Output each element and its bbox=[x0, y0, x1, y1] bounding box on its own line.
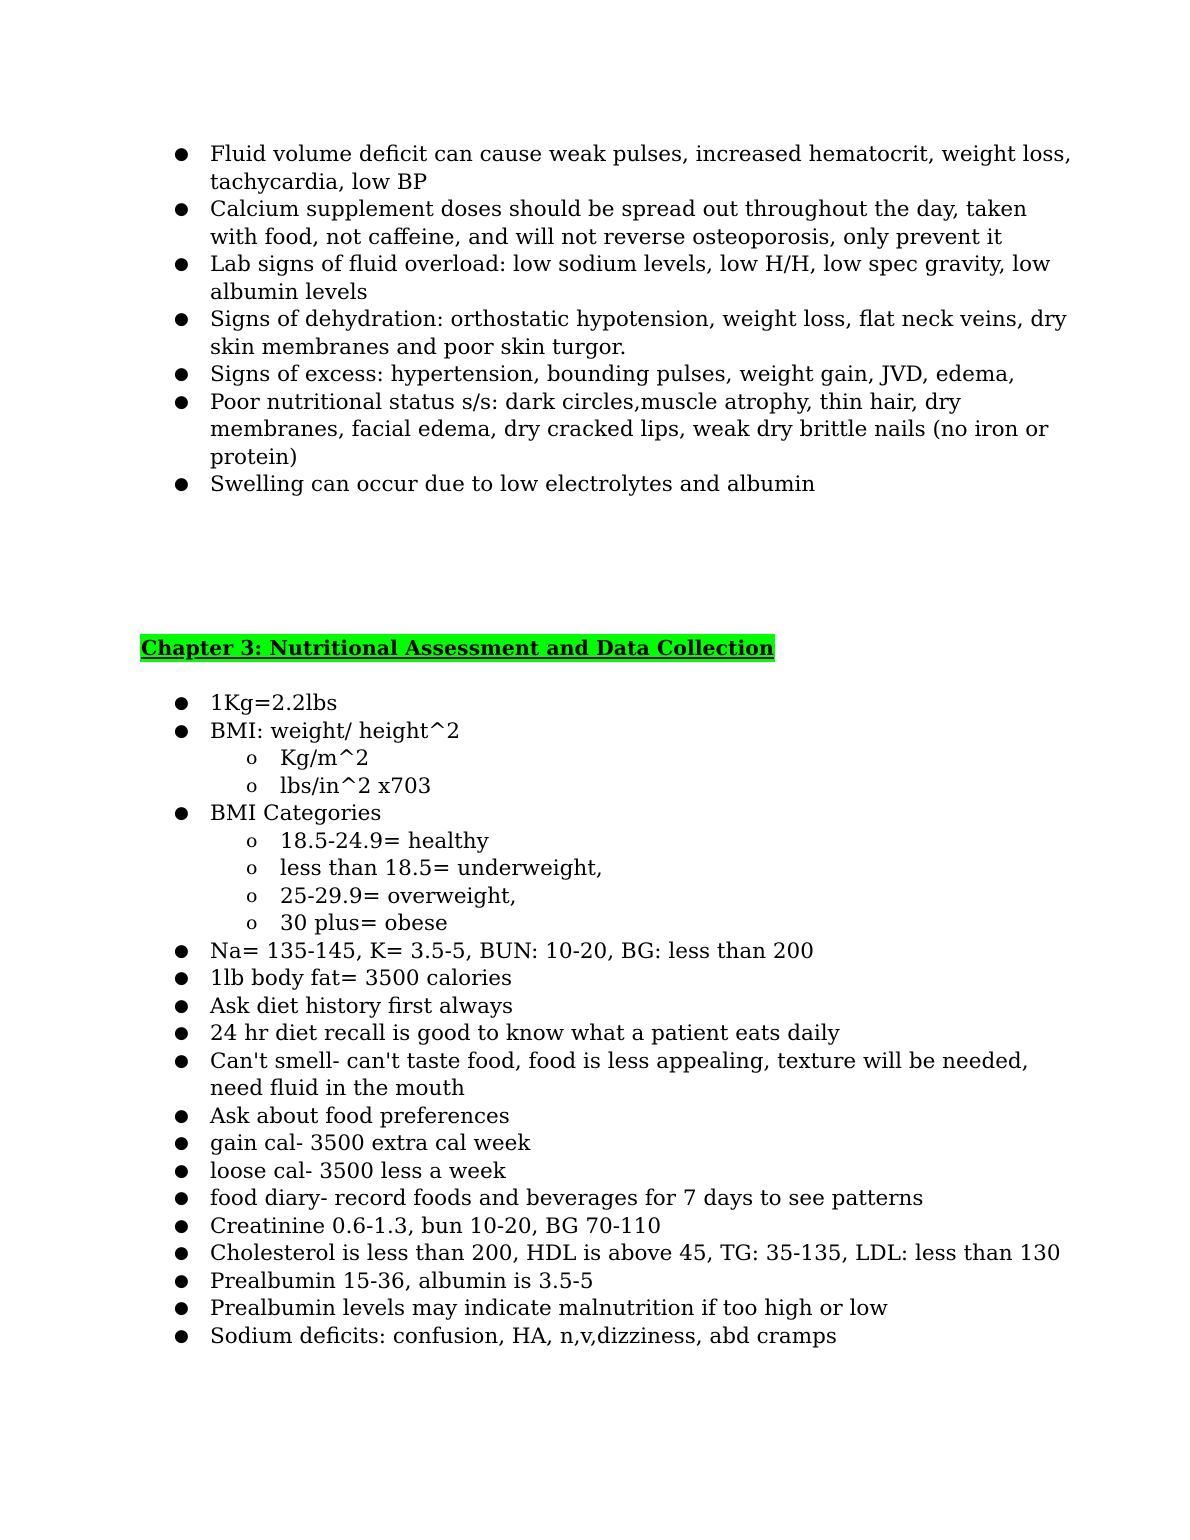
list-item-text: Fluid volume deficit can cause weak pulses, increased hematocrit, weight loss, tachycardia, low BP bbox=[210, 142, 1072, 195]
list-item bbox=[0, 1048, 1190, 1103]
bullet-icon: ● bbox=[174, 1023, 189, 1043]
list-item-text: gain cal- 3500 extra cal week bbox=[210, 1131, 531, 1156]
list-item bbox=[0, 389, 1190, 472]
sub-list-item-text: 18.5-24.9= healthy bbox=[280, 828, 489, 854]
circle-bullet-icon: o bbox=[246, 857, 258, 879]
bullet-icon: ● bbox=[174, 474, 189, 494]
list-item-text: 1lb body fat= 3500 calories bbox=[210, 966, 513, 991]
list-item bbox=[0, 306, 1190, 361]
sub-list-item-text: 25-29.9= overweight, bbox=[280, 883, 517, 909]
list-item bbox=[0, 1158, 1190, 1186]
bullet-icon: ● bbox=[174, 1160, 189, 1181]
circle-bullet-icon: o bbox=[246, 747, 258, 769]
bullet-icon: ● bbox=[174, 1270, 189, 1291]
sub-list-item-text: lbs/in^2 x703 bbox=[280, 773, 432, 799]
list-item-text: Creatinine 0.6-1.3, bun 10-20, BG 70-110 bbox=[210, 1213, 662, 1239]
bullet-icon: ● bbox=[174, 940, 189, 961]
circle-bullet-icon: o bbox=[246, 912, 258, 934]
sub-list-item-text: less than 18.5= underweight, bbox=[280, 856, 603, 881]
list-item-text: Ask about food preferences bbox=[210, 1103, 510, 1129]
circle-bullet-icon: o bbox=[246, 884, 258, 907]
sub-list-item bbox=[246, 855, 1080, 883]
list-item-text: Signs of excess: hypertension, bounding pulses, weight gain, JVD, edema, bbox=[210, 362, 1015, 387]
list-item bbox=[0, 690, 1190, 718]
list-item-text: Signs of dehydration: orthostatic hypotension, weight loss, flat neck veins, dry skin membranes and poor skin turgor. bbox=[210, 307, 1067, 360]
list-item bbox=[0, 938, 1190, 966]
bullet-icon: ● bbox=[174, 1298, 189, 1318]
bullet-icon: ● bbox=[174, 693, 189, 713]
list-item-text: 1Kg=2.2lbs bbox=[210, 691, 338, 716]
bullet-icon: ● bbox=[174, 1133, 189, 1153]
list-item bbox=[0, 718, 1190, 801]
list-item bbox=[0, 1240, 1190, 1268]
list-item bbox=[0, 251, 1190, 306]
list-item-text: BMI Categories bbox=[210, 801, 382, 826]
sub-list-item-text: Kg/m^2 bbox=[280, 746, 370, 771]
bullet-icon: ● bbox=[174, 199, 189, 219]
list-item bbox=[0, 993, 1190, 1021]
sub-list-bmi-units bbox=[210, 745, 1080, 800]
bullet-icon: ● bbox=[174, 144, 189, 164]
circle-bullet-icon: o bbox=[246, 829, 258, 852]
list-item-text: Swelling can occur due to low electrolytes and albumin bbox=[210, 472, 816, 497]
bullet-icon: ● bbox=[174, 309, 189, 329]
bullet-icon: ● bbox=[174, 995, 189, 1016]
list-item-text: Na= 135-145, K= 3.5-5, BUN: 10-20, BG: less than 200 bbox=[210, 938, 814, 964]
bullet-icon: ● bbox=[174, 1105, 189, 1126]
sub-list-item bbox=[246, 745, 1080, 773]
sub-list-item bbox=[246, 883, 1080, 911]
list-item bbox=[0, 1323, 1190, 1351]
list-item bbox=[0, 1130, 1190, 1158]
list-item bbox=[0, 1295, 1190, 1323]
list-item-text: Ask diet history first always bbox=[210, 993, 514, 1019]
bullet-icon: ● bbox=[174, 720, 189, 741]
list-item bbox=[0, 1213, 1190, 1241]
chapter-heading: Chapter 3: Nutritional Assessment and Data Collection bbox=[141, 636, 774, 660]
list-item-text: Can't smell- can't taste food, food is less appealing, texture will be needed, need fluid in the mouth bbox=[210, 1048, 1029, 1101]
list-item bbox=[0, 1103, 1190, 1131]
list-item bbox=[0, 800, 1190, 938]
sub-list-item bbox=[246, 773, 1080, 801]
list-item-text: 24 hr diet recall is good to know what a patient eats daily bbox=[210, 1021, 840, 1046]
list-item bbox=[0, 1185, 1190, 1213]
list-item-text: Cholesterol is less than 200, HDL is above 45, TG: 35-135, LDL: less than 130 bbox=[210, 1241, 1061, 1266]
list-item-text: Sodium deficits: confusion, HA, n,v,dizziness, abd cramps bbox=[210, 1323, 837, 1349]
list-item-text: food diary- record foods and beverages for 7 days to see patterns bbox=[210, 1186, 924, 1211]
list-item-text: Poor nutritional status s/s: dark circles,muscle atrophy, thin hair, dry membranes, facial edema, dry cracked lips, weak dry brittle nails (no iron or protein) bbox=[210, 389, 1049, 470]
sub-list-item bbox=[246, 910, 1080, 938]
list-item-text: Lab signs of fluid overload: low sodium levels, low H/H, low spec gravity, low albumin levels bbox=[210, 252, 1051, 305]
list-item bbox=[0, 196, 1190, 251]
list-item bbox=[0, 471, 1190, 499]
bullet-icon: ● bbox=[174, 803, 189, 823]
list-item bbox=[0, 361, 1190, 389]
bullet-list-chapter-3 bbox=[0, 690, 1190, 1350]
list-item-text: Prealbumin 15-36, albumin is 3.5-5 bbox=[210, 1268, 594, 1294]
circle-bullet-icon: o bbox=[246, 774, 258, 797]
bullet-icon: ● bbox=[174, 1050, 189, 1071]
bullet-icon: ● bbox=[174, 968, 189, 988]
list-item-text: BMI: weight/ height^2 bbox=[210, 718, 461, 744]
list-item bbox=[0, 1020, 1190, 1048]
sub-list-bmi-categories bbox=[210, 828, 1080, 938]
list-item bbox=[0, 1268, 1190, 1296]
bullet-icon: ● bbox=[174, 1188, 189, 1208]
list-item bbox=[0, 141, 1190, 196]
list-item bbox=[0, 965, 1190, 993]
bullet-icon: ● bbox=[174, 1243, 189, 1263]
list-item-text: Calcium supplement doses should be spread out throughout the day, taken with food, not caffeine, and will not reverse osteoporosis, only prevent it bbox=[210, 197, 1027, 250]
sub-list-item bbox=[246, 828, 1080, 856]
bullet-icon: ● bbox=[174, 364, 189, 384]
sub-list-item-text: 30 plus= obese bbox=[280, 911, 448, 936]
list-item-text: Prealbumin levels may indicate malnutrition if too high or low bbox=[210, 1296, 888, 1321]
list-item-text: loose cal- 3500 less a week bbox=[210, 1158, 506, 1184]
bullet-icon: ● bbox=[174, 254, 189, 274]
bullet-icon: ● bbox=[174, 391, 189, 412]
bullet-list-fluid-nutrition bbox=[0, 141, 1190, 499]
bullet-icon: ● bbox=[174, 1325, 189, 1346]
bullet-icon: ● bbox=[174, 1215, 189, 1236]
